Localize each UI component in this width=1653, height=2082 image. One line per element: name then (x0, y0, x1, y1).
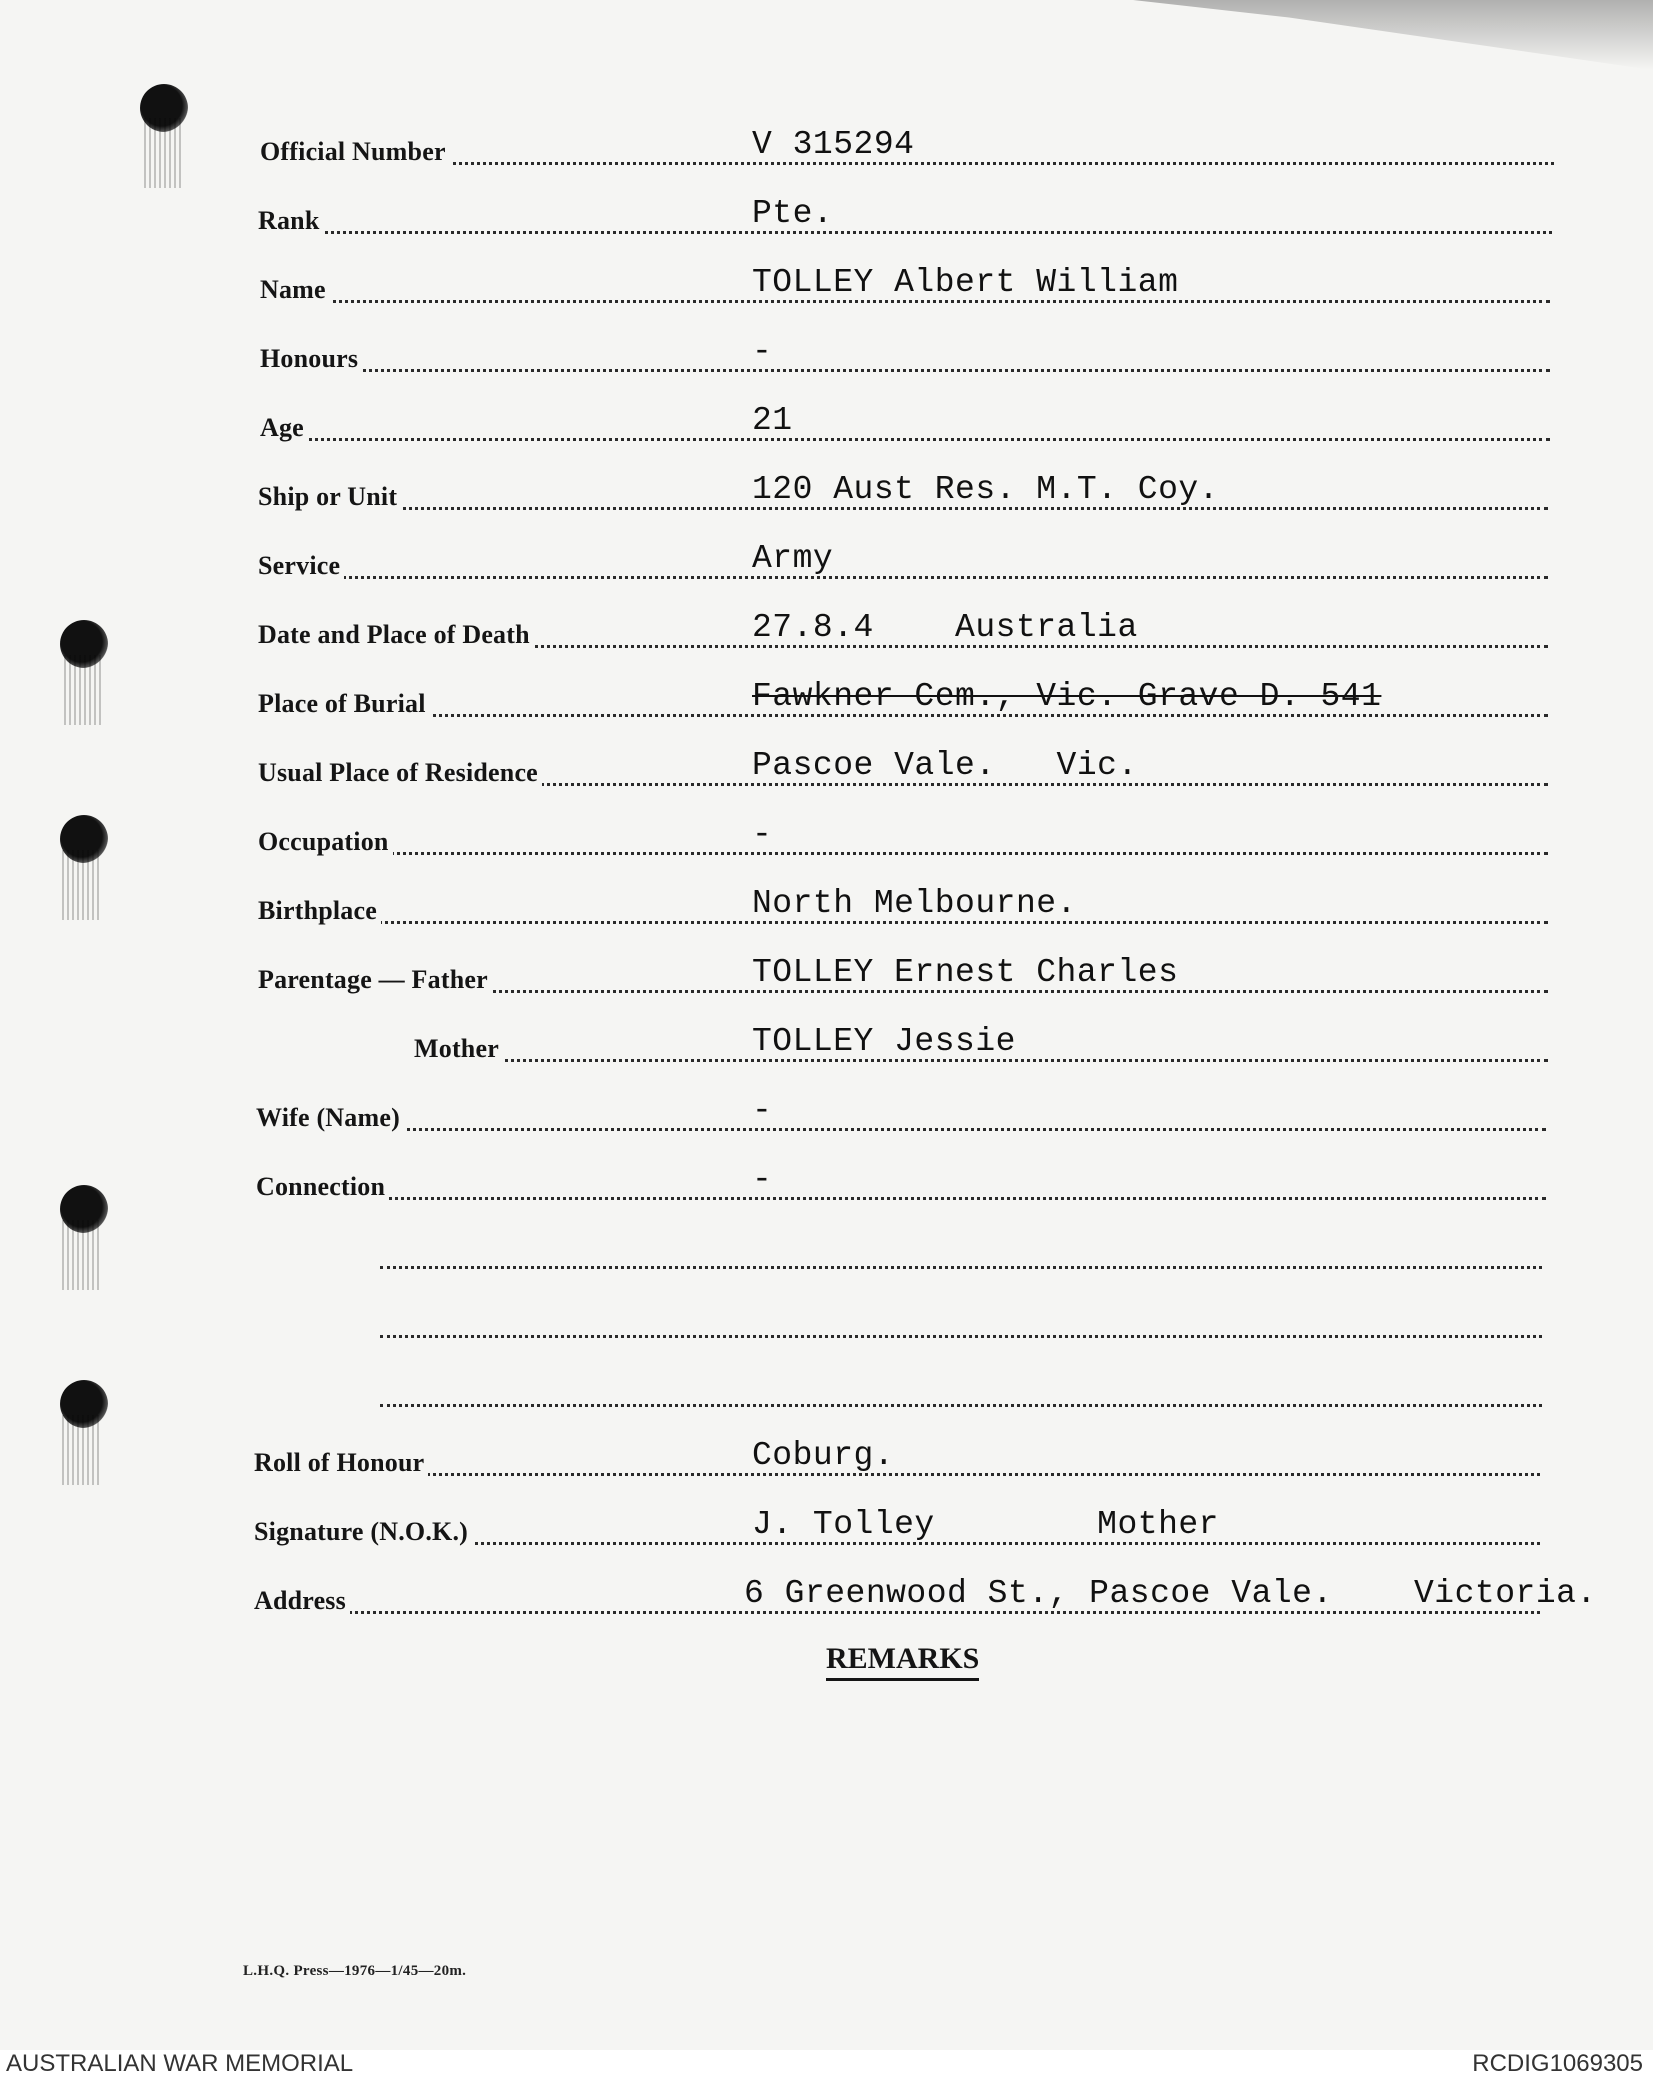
mother-value: TOLLEY Jessie (752, 1023, 1016, 1060)
printer-imprint: L.H.Q. Press—1976—1/45—20m. (243, 1963, 467, 1979)
footer-record-id: RCDIG1069305 (1472, 2050, 1643, 2077)
age-value: 21 (752, 402, 793, 439)
name-row (0, 242, 1653, 311)
honours-label: Honours (260, 344, 362, 374)
dotted-line (258, 231, 1552, 234)
burial-label: Place of Burial (258, 689, 430, 719)
mother-row (0, 1001, 1653, 1070)
occupation-row (0, 794, 1653, 863)
residence-label: Usual Place of Residence (258, 758, 542, 788)
address-row (0, 1553, 1653, 1622)
dotted-line (256, 1128, 1546, 1131)
service-label: Service (258, 551, 344, 581)
occupation-label: Occupation (258, 827, 393, 857)
birthplace-label: Birthplace (258, 896, 381, 926)
birthplace-value: North Melbourne. (752, 885, 1077, 922)
residence-row (0, 725, 1653, 794)
death-label: Date and Place of Death (258, 620, 534, 650)
official-number-value: V 315294 (752, 126, 915, 163)
residence-value: Pascoe Vale. Vic. (752, 747, 1138, 784)
age-row (0, 380, 1653, 449)
dotted-line (380, 1335, 1542, 1338)
connection-row (0, 1139, 1653, 1208)
connection-label: Connection (256, 1172, 389, 1202)
name-label: Name (260, 275, 330, 305)
name-value: TOLLEY Albert William (752, 264, 1179, 301)
mother-label: Mother (414, 1034, 503, 1064)
service-value: Army (752, 540, 834, 577)
blank-line-row (0, 1346, 1653, 1415)
dotted-line (380, 1404, 1542, 1407)
address-value: 6 Greenwood St., Pascoe Vale. Victoria. (744, 1575, 1597, 1612)
official-number-label: Official Number (260, 137, 450, 167)
roll-of-honour-row (0, 1415, 1653, 1484)
ship-unit-row (0, 449, 1653, 518)
footer-source: AUSTRALIAN WAR MEMORIAL (6, 2050, 354, 2077)
wife-value: - (752, 1092, 773, 1129)
honours-row (0, 311, 1653, 380)
scan-shadow (1133, 0, 1653, 70)
rank-label: Rank (258, 206, 324, 236)
burial-value: Fawkner Cem., Vic. Grave D. 541 (752, 678, 1382, 715)
signature-row (0, 1484, 1653, 1553)
death-value: 27.8.4 Australia (752, 609, 1138, 646)
dotted-line (260, 369, 1550, 372)
signature-label: Signature (N.O.K.) (254, 1517, 472, 1547)
father-value: TOLLEY Ernest Charles (752, 954, 1179, 991)
ship-unit-value: 120 Aust Res. M.T. Coy. (752, 471, 1219, 508)
signature-value: J. Tolley Mother (752, 1506, 1219, 1543)
death-row (0, 587, 1653, 656)
father-label: Parentage — Father (258, 965, 492, 995)
age-label: Age (260, 413, 308, 443)
roll-of-honour-label: Roll of Honour (254, 1448, 428, 1478)
rank-value: Pte. (752, 195, 834, 232)
dotted-line (258, 576, 1548, 579)
official-number-row (0, 104, 1653, 173)
blank-line-row (0, 1208, 1653, 1277)
remarks-heading: REMARKS (826, 1642, 979, 1681)
honours-value: - (752, 333, 773, 370)
dotted-line (258, 852, 1548, 855)
dotted-line (260, 438, 1550, 441)
blank-line-row (0, 1277, 1653, 1346)
connection-value: - (752, 1161, 773, 1198)
ship-unit-label: Ship or Unit (258, 482, 401, 512)
birthplace-row (0, 863, 1653, 932)
burial-row (0, 656, 1653, 725)
occupation-value: - (752, 816, 773, 853)
address-label: Address (254, 1586, 350, 1616)
dotted-line (256, 1197, 1546, 1200)
rank-row (0, 173, 1653, 242)
service-row (0, 518, 1653, 587)
father-row (0, 932, 1653, 1001)
wife-label: Wife (Name) (256, 1103, 404, 1133)
wife-row (0, 1070, 1653, 1139)
dotted-line (254, 1473, 1540, 1476)
roll-of-honour-value: Coburg. (752, 1437, 895, 1474)
dotted-line (380, 1266, 1542, 1269)
